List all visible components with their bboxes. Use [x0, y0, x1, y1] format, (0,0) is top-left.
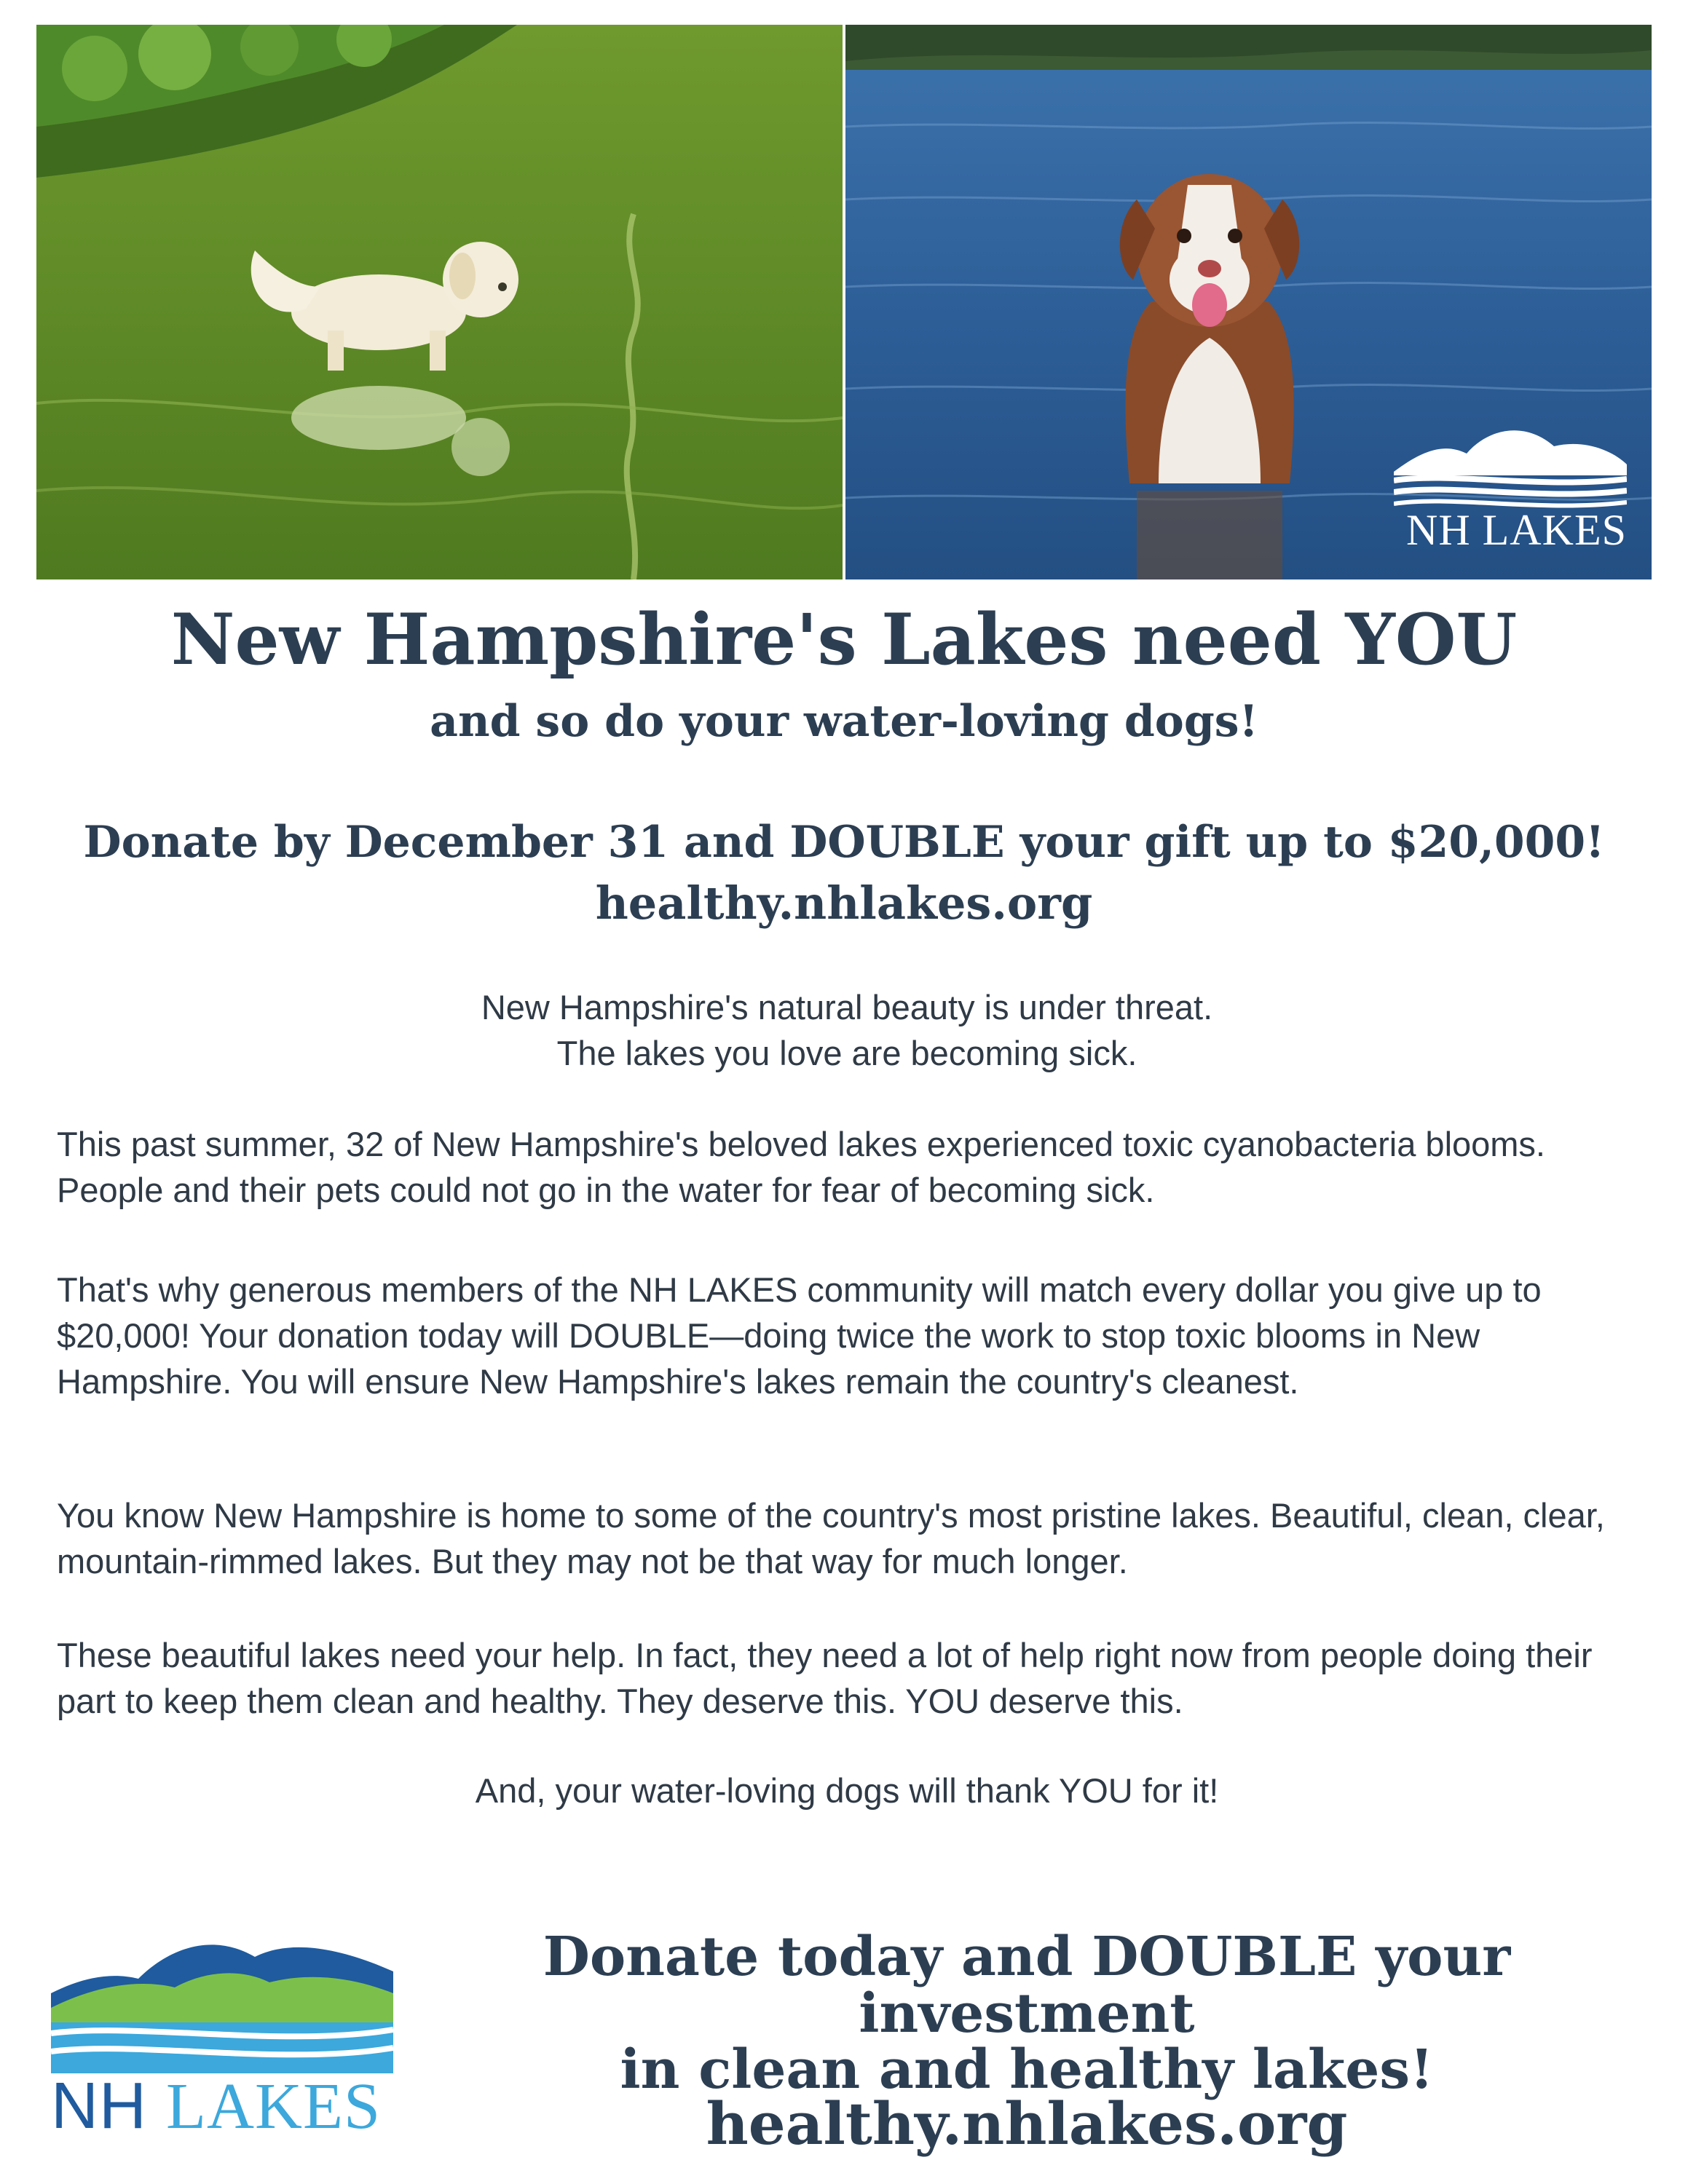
mountain-lake-logo-icon [1394, 414, 1627, 508]
footer-website-link[interactable]: healthy.nhlakes.org [706, 2089, 1348, 2158]
page-subheadline: and so do your water-loving dogs! [430, 696, 1258, 747]
footer-logo-text [51, 2070, 382, 2143]
photo-australian-shepherd [845, 25, 1652, 579]
intro-line-2: The lakes you love are becoming sick. [556, 1034, 1137, 1072]
overlay-nh-lakes-logo [1394, 414, 1627, 552]
footer-cta-line-2: in clean and healthy lakes! [620, 2038, 1434, 2102]
footer-nh-lakes-logo [51, 1928, 393, 2146]
footer-cta-line-1: Donate today and DOUBLE your investment [543, 1926, 1511, 2045]
mountain-lake-color-logo-icon [51, 1928, 393, 2073]
footer-call-to-action [408, 1926, 1646, 2102]
donate-deadline: Donate by December 31 and DOUBLE your gift up to $20,000! [83, 817, 1605, 868]
outro-text: And, your water-loving dogs will thank YOU for it! [475, 1771, 1219, 1810]
intro-line-1: New Hampshire's natural beauty is under threat. [481, 988, 1213, 1026]
page-headline: New Hampshire's Lakes need YOU [170, 598, 1518, 681]
paragraph-match: That's why generous members of the NH LAKES community will match every dollar you give up to $20,000! Your donation today will DOUBLE—doing twice the work to stop toxic blooms in New Hampshire. You will ensure New Hampshire's lakes remain the country's cleanest. [57, 1270, 1542, 1401]
overlay-logo-text: NH LAKES [1406, 506, 1627, 554]
logo-text-nh: NH [51, 2070, 147, 2143]
intro-text [57, 984, 1637, 1076]
paragraph-blooms: This past summer, 32 of New Hampshire's beloved lakes experienced toxic cyanobacteria blooms. People and their pets could not go in the water for fear of becoming sick. [57, 1125, 1545, 1209]
logo-text-lakes: LAKES [166, 2070, 382, 2143]
photo-golden-retriever [36, 25, 843, 579]
paragraph-pristine: You know New Hampshire is home to some of the country's most pristine lakes. Beautiful, clean, clear, mountain-rimmed lakes. But they may not be that way for much longer. [57, 1496, 1605, 1580]
paragraph-help: These beautiful lakes need your help. In fact, they need a lot of help right now from people doing their part to keep them clean and healthy. They deserve this. YOU deserve this. [57, 1636, 1593, 1720]
website-link[interactable]: healthy.nhlakes.org [595, 877, 1093, 930]
golden-retriever-photo [36, 25, 843, 579]
photo-banner [36, 25, 1652, 579]
